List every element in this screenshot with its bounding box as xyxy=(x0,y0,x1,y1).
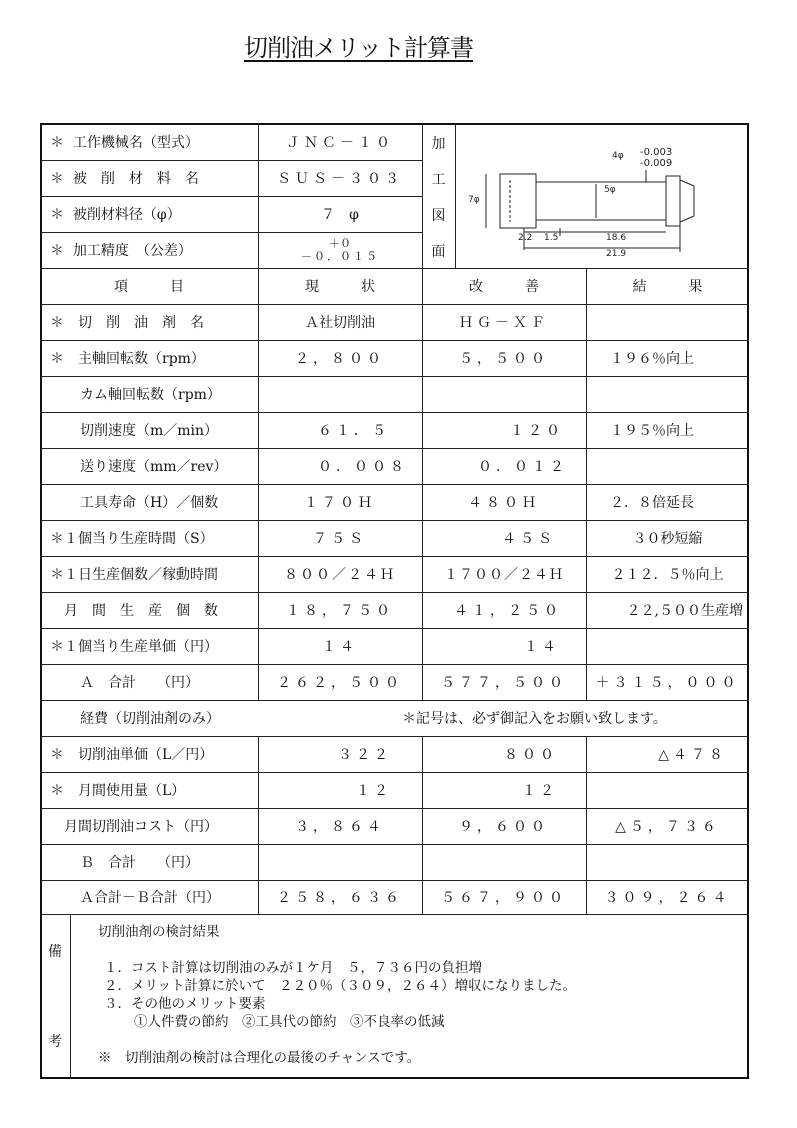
row-result: ２．８倍延長 xyxy=(610,495,694,511)
expense-label: 経費（切削油剤のみ） xyxy=(80,711,220,727)
row-current: ２，８００ xyxy=(295,351,385,367)
dim-d2: 5φ xyxy=(604,185,616,195)
row-result: ２２,５００生産増 xyxy=(626,603,743,619)
row-result xyxy=(586,376,749,412)
row-label: ＊ 切削油単価（L／円） xyxy=(50,747,214,763)
row-improved: ４５Ｓ xyxy=(502,531,556,547)
row-label: 工具寿命（H）／個数 xyxy=(80,495,219,511)
dim-len1: 18.6 xyxy=(606,233,627,243)
row-current: Ａ社切削油 xyxy=(305,315,375,331)
part-drawing xyxy=(456,124,748,267)
row-current xyxy=(258,376,422,412)
row-result: △４７８ xyxy=(658,747,727,763)
row-result: △５，７３６ xyxy=(615,819,720,835)
row-current: ２６２，５００ xyxy=(277,675,403,691)
row-improved: ０．０１２ xyxy=(478,459,568,475)
header-current: 現 状 xyxy=(305,279,375,295)
row-current: ７５Ｓ xyxy=(313,531,367,547)
row-current: １４ xyxy=(322,639,358,655)
drawing-label-1: 加 xyxy=(431,136,446,152)
spec-row-machine xyxy=(40,123,258,160)
row-result: ＋３１５，０００ xyxy=(595,675,740,691)
row-label: 月間切削油コスト（円） xyxy=(64,819,218,835)
row-label: ＊ 主軸回転数（rpm） xyxy=(50,351,205,367)
row-label: ＊１日生産個数／稼動時間 xyxy=(50,567,218,583)
drawing-label-3: 図 xyxy=(431,208,446,224)
tolerance-lower: －０．０１５ xyxy=(301,250,379,263)
row-current: ０．００８ xyxy=(318,459,408,475)
drawing-label-4: 面 xyxy=(431,244,446,260)
dim-d3: 4φ xyxy=(612,151,624,161)
dim-len3: 2.2 xyxy=(518,233,533,243)
row-result: ３０秒短縮 xyxy=(632,531,703,547)
header-result: 結 果 xyxy=(632,279,703,295)
spec-row-material xyxy=(40,160,258,196)
row-label: ＊ 切 削 油 剤 名 xyxy=(50,315,204,331)
row-improved: ５，５００ xyxy=(459,351,549,367)
row-improved: ８００ xyxy=(504,747,558,763)
row-current: １８，７５０ xyxy=(286,603,394,619)
remarks-footer: ※ 切削油剤の検討は合理化の最後のチャンスです。 xyxy=(98,1050,421,1066)
remarks-line-2: ２．メリット計算に於いて ２２０％（３０９，２６４）増収になりました。 xyxy=(104,978,576,994)
remarks-line-4: ①人件費の節約 ②工具代の節約 ③不良率の低減 xyxy=(134,1014,445,1030)
row-result: １９６％向上 xyxy=(610,351,694,367)
row-improved: １２ xyxy=(522,783,558,799)
row-label: ＊ 月間使用量（L） xyxy=(50,783,186,799)
remarks-label-top: 備 xyxy=(48,944,62,960)
header-improved: 改 善 xyxy=(469,279,539,295)
required-mark: ＊ xyxy=(50,207,64,223)
row-result: ３０９，２６４ xyxy=(604,890,731,906)
row-label: 月 間 生 産 個 数 xyxy=(64,603,218,619)
row-improved: ＨＧ－ＸＦ xyxy=(459,315,549,331)
remarks-heading: 切削油剤の検討結果 xyxy=(98,924,220,940)
row-label-total-a: Ａ 合計 （円） xyxy=(80,675,199,691)
row-label-total-b: Ｂ 合計 （円） xyxy=(80,855,199,871)
spec-value-tolerance xyxy=(258,232,422,268)
row-label: 切削速度（m／min） xyxy=(80,423,219,439)
spec-row-tolerance xyxy=(40,232,258,268)
row-label: ＊１個当り生産単価（円） xyxy=(50,639,218,655)
row-improved xyxy=(422,376,586,412)
row-improved xyxy=(422,844,586,880)
dim-d1: 7φ xyxy=(468,195,480,205)
tolerance-upper: ＋０ xyxy=(329,237,351,250)
row-result xyxy=(586,772,749,808)
spec-label: 工作機械名（型式） xyxy=(72,134,199,151)
spec-label: 被削材料径（φ） xyxy=(72,207,181,223)
row-improved: ９，６００ xyxy=(459,819,549,835)
dim-len2: 21.9 xyxy=(606,249,627,259)
row-current: １７０Ｈ xyxy=(304,495,376,511)
spec-value-machine: ＪＮＣ－１０ xyxy=(286,134,394,151)
row-label: ＊１個当り生産時間（S） xyxy=(50,531,214,547)
row-result: ２１２．５％向上 xyxy=(611,567,724,583)
row-result xyxy=(586,304,749,340)
row-current: ６１．５ xyxy=(318,423,390,439)
drawing-label-2: 工 xyxy=(431,172,446,188)
required-note: ＊記号は、必ず御記入をお願い致します。 xyxy=(402,711,667,727)
dim-tol-lower: -0.009 xyxy=(640,158,673,169)
row-improved: ５６７，９００ xyxy=(441,890,567,906)
row-improved: １７００／２４Ｈ xyxy=(444,567,564,583)
remarks-label-bottom: 考 xyxy=(48,1034,62,1050)
required-mark: ＊ xyxy=(50,134,64,151)
spec-label: 被 削 材 料 名 xyxy=(72,171,199,187)
dim-tol-upper: -0.003 xyxy=(640,147,673,158)
required-mark: ＊ xyxy=(50,171,64,187)
header-item: 項 目 xyxy=(114,279,184,295)
row-improved: １２０ xyxy=(510,423,564,439)
row-label: 送り速度（mm／rev） xyxy=(80,459,228,475)
spec-value-diameter: ７ φ xyxy=(321,207,359,223)
row-improved: ４１，２５０ xyxy=(454,603,562,619)
row-current: ２５８，６３６ xyxy=(277,890,403,906)
row-current: ３２２ xyxy=(338,747,392,763)
remarks-line-3: ３．その他のメリット要素 xyxy=(104,996,266,1012)
document-title: 切削油メリット計算書 xyxy=(244,34,474,62)
row-result xyxy=(586,628,749,664)
row-improved: ５７７，５００ xyxy=(441,675,567,691)
row-result xyxy=(586,448,749,484)
required-mark: ＊ xyxy=(50,243,64,259)
row-improved: １４ xyxy=(524,639,560,655)
row-current xyxy=(258,844,422,880)
row-label: カム軸回転数（rpm） xyxy=(80,387,221,403)
row-current: ８００／２４Ｈ xyxy=(284,567,396,583)
dim-len4: 1.5 xyxy=(544,233,559,243)
row-improved: ４８０Ｈ xyxy=(468,495,540,511)
row-current: ３，８６４ xyxy=(295,819,385,835)
remarks-line-1: １．コスト計算は切削油のみが１ケ月 ５，７３６円の負担増 xyxy=(104,960,482,976)
row-result xyxy=(586,844,749,880)
row-current: １２ xyxy=(356,783,392,799)
row-result: １９５％向上 xyxy=(610,423,694,439)
spec-row-diameter xyxy=(40,196,258,232)
spec-label: 加工精度 （公差） xyxy=(72,243,192,259)
spec-value-material: ＳＵＳ－３０３ xyxy=(277,171,403,187)
row-label-difference: Ａ合計－Ｂ合計（円） xyxy=(80,890,220,906)
